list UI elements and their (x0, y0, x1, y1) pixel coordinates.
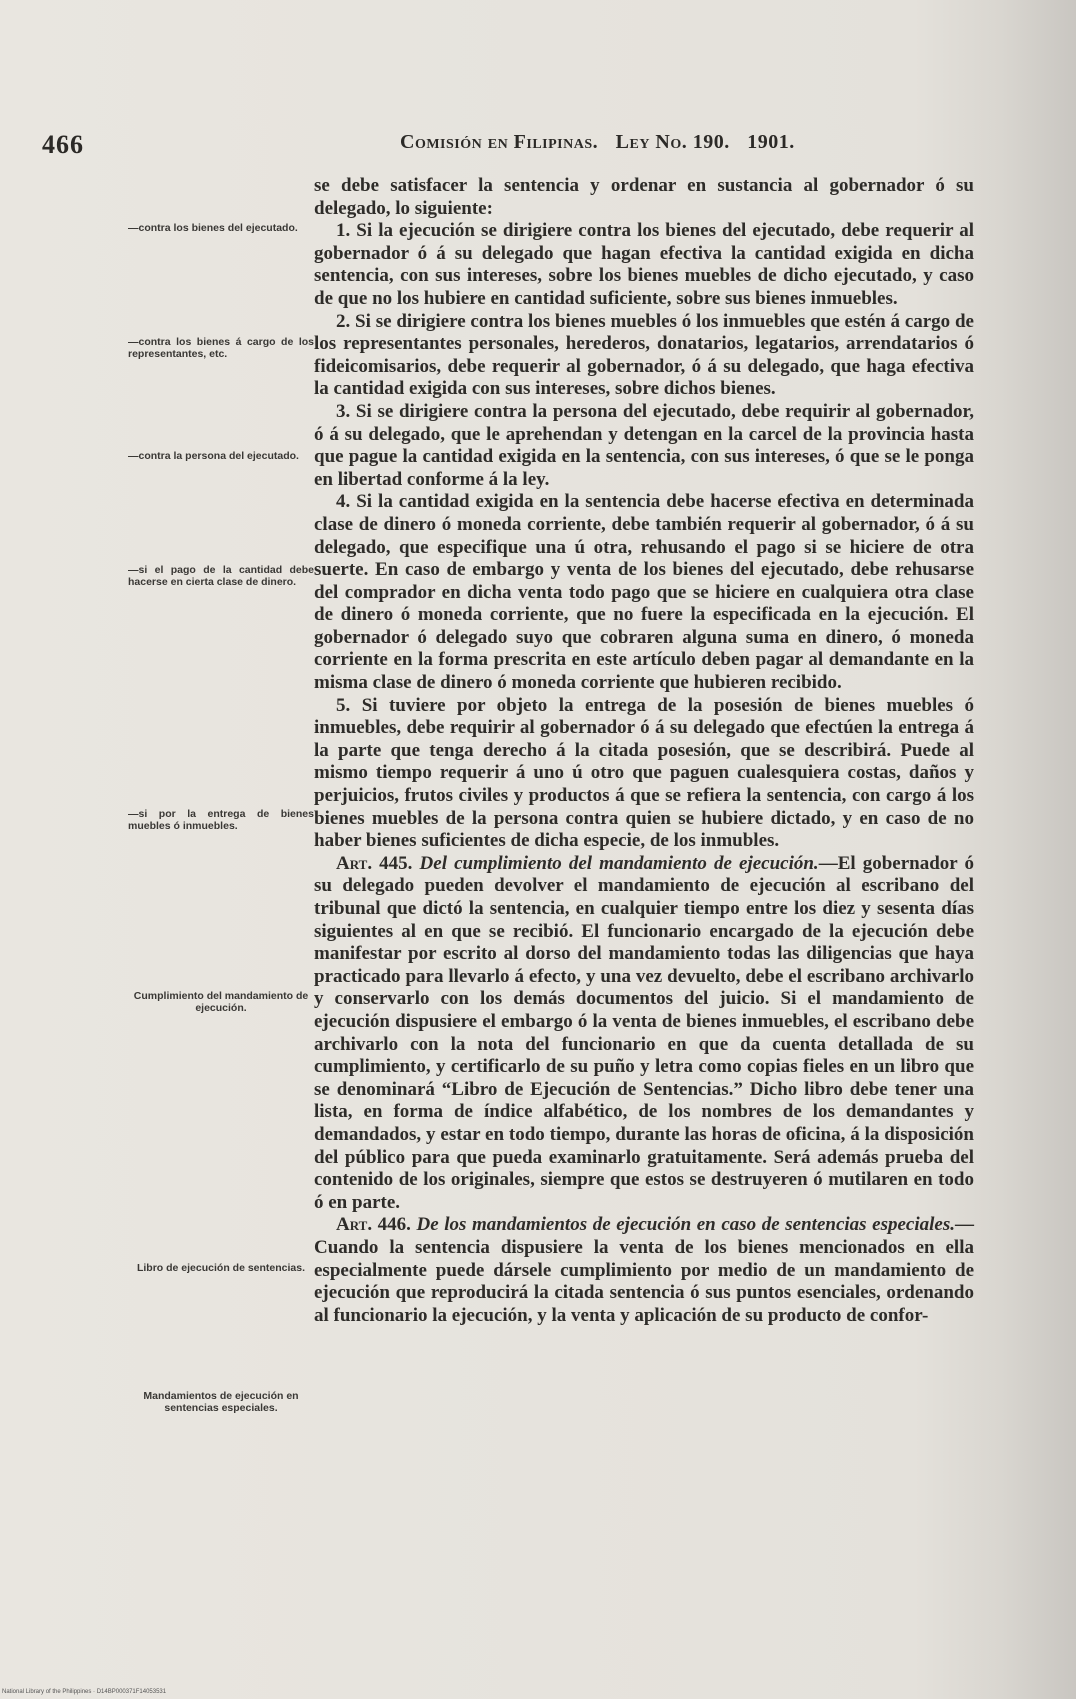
running-header (400, 131, 807, 154)
law-number: Ley No. 190. (615, 131, 730, 153)
article-446-title: De los mandamientos de ejecución en caso de sentencias especiales. (416, 1214, 955, 1236)
paragraph-item-2: 2. Si se dirigiere contra los bienes muebles ó los inmuebles que estén á cargo de los representantes personales, herederos, donatarios, legatarios, arrendatarios ó fideicomisarios, debe requerir al gobernador, ó á su delegado, que haga efectiva la cantidad exigida con sus intereses, sobre dichos bienes. (314, 310, 974, 400)
page-number: 466 (42, 130, 84, 159)
article-445-title: Del cumplimiento del mandamiento de ejecución. (419, 852, 819, 874)
paragraph-intro: se debe satisfacer la sentencia y ordenar en sustancia al gobernador ó su delegado, lo siguiente: (314, 175, 974, 219)
running-title: Comisión en Filipinas. (400, 131, 599, 153)
paragraph-item-3: 3. Si se dirigiere contra la persona del ejecutado, debe requirir al gobernador, ó á su delegado, que le aprehendan y detengan en la carcel de la provincia hasta que pague la cantidad exigida en la sentencia, con sus intereses, ó que se le ponga en libertad conforme á la ley. (314, 400, 974, 490)
sidenote-3: —contra la persona del ejecutado. (128, 450, 299, 462)
sidenote-8: Mandamientos de ejecución en sentencias especiales. (143, 1390, 299, 1414)
sidenote-7: Libro de ejecución de sentencias. (136, 1262, 306, 1274)
sidenote-5: —si por la entrega de bienes muebles ó inmuebles. (128, 808, 314, 832)
paragraph-item-4: 4. Si la cantidad exigida en la sentencia debe hacerse efectiva en determinada clase de dinero ó moneda corriente, debe también requerir al gobernador, ó á su delegado, que especifique una ú otra, rehusando el pago si se hiciere de otra suerte. En caso de embargo y venta de los bienes del ejecutado, debe rehusarse del comprador en dicha venta todo pago que se hiciere en cualquiera otra clase de dinero ó moneda corriente, que no fuere la especificada en la ejecución. El gobernador ó delegado suyo que cobraren alguna suma en dinero, ó moneda corriente en la forma prescrita en este artículo deben pagar al demandante en la misma clase de dinero ó moneda corriente que hubieren recibido. (314, 491, 974, 694)
article-446-text: —Cuando la sentencia dispusiere la venta de los bienes mencionados en ella especialmente puede dársele cumplimiento por medio de un mandamiento de ejecución que reproducirá la citada sentencia ó sus puntos esenciales, ordenando al funcionario la ejecución, y la venta y aplicación de su producto de confor- (314, 1214, 974, 1326)
article-445-text: —El gobernador ó su delegado pueden devolver el mandamiento de ejecución al escribano del tribunal que dictó la sentencia, en cualquier tiempo entre los diez y sesenta días siguientes al en que se recibió. El funcionario encargado de la ejecución debe manifestar por escrito al dorso del mandamiento todas las diligencias que haya practicado para llevarlo á efecto, y una vez devuelto, debe el escribano archivarlo y conservarlo con los demás documentos del juicio. Si el mandamiento de ejecución dispusiere el embargo ó la venta de bienes inmuebles, el escribano debe archivarlo con la nota del funcionario en que da cuenta detallada de su cumplimiento, y certificarlo de su puño y letra como copias fieles en un libro que se denominará “Libro de Ejecución de Sentencias.” Dicho libro debe tener una lista, en forma de índice alfabético, de los nombres de los demandantes y demandados, y estar en todo tiempo, durante las horas de oficina, á la disposición del público para que pueda examinarlo gratuitamente. Será además prueba del contenido de los originales, siempre que estos se destruyeren ó mutilaren en todo ó en parte. (314, 852, 975, 1213)
year: 1901. (747, 131, 795, 153)
article-446 (314, 1214, 974, 1327)
body-text (314, 175, 974, 1327)
sidenote-4: —si el pago de la cantidad debe hacerse en cierta clase de dinero. (128, 564, 314, 588)
paragraph-item-1: 1. Si la ejecución se dirigiere contra los bienes del ejecutado, debe requerir al gobernador ó á su delegado que hagan efectiva la cantidad exigida en dicha sentencia, con sus intereses, sobre los bienes muebles de dicho ejecutado, y caso de que no los hubiere en cantidad suficiente, sobre sus bienes inmuebles. (314, 220, 974, 309)
sidenote-2: —contra los bienes á cargo de los representantes, etc. (128, 336, 314, 360)
sidenote-6: Cumplimiento del mandamiento de ejecución. (133, 990, 309, 1014)
article-445-label: Art. 445. (336, 852, 413, 874)
article-446-label: Art. 446. (336, 1214, 411, 1236)
sidenote-1: —contra los bienes del ejecutado. (128, 222, 298, 234)
scan-footer: National Library of the Philippines · D14BP000371F14053531 (2, 1689, 167, 1695)
paragraph-item-5: 5. Si tuviere por objeto la entrega de la posesión de bienes muebles ó inmuebles, debe requirir al gobernador ó á su delegado que efectúen la entrega á la parte que tenga derecho á la citada posesión, que se describirá. Puede al mismo tiempo requerir á uno ú otro que paguen cualesquiera costas, daños y perjuicios, frutos civiles y productos á que se refiera la sentencia, con cargo á los bienes muebles de la persona contra quien se hubiere dictado, y en caso de no haber bienes suficientes de dicha especie, de los inmubles. (314, 694, 974, 852)
article-445 (314, 853, 974, 1215)
